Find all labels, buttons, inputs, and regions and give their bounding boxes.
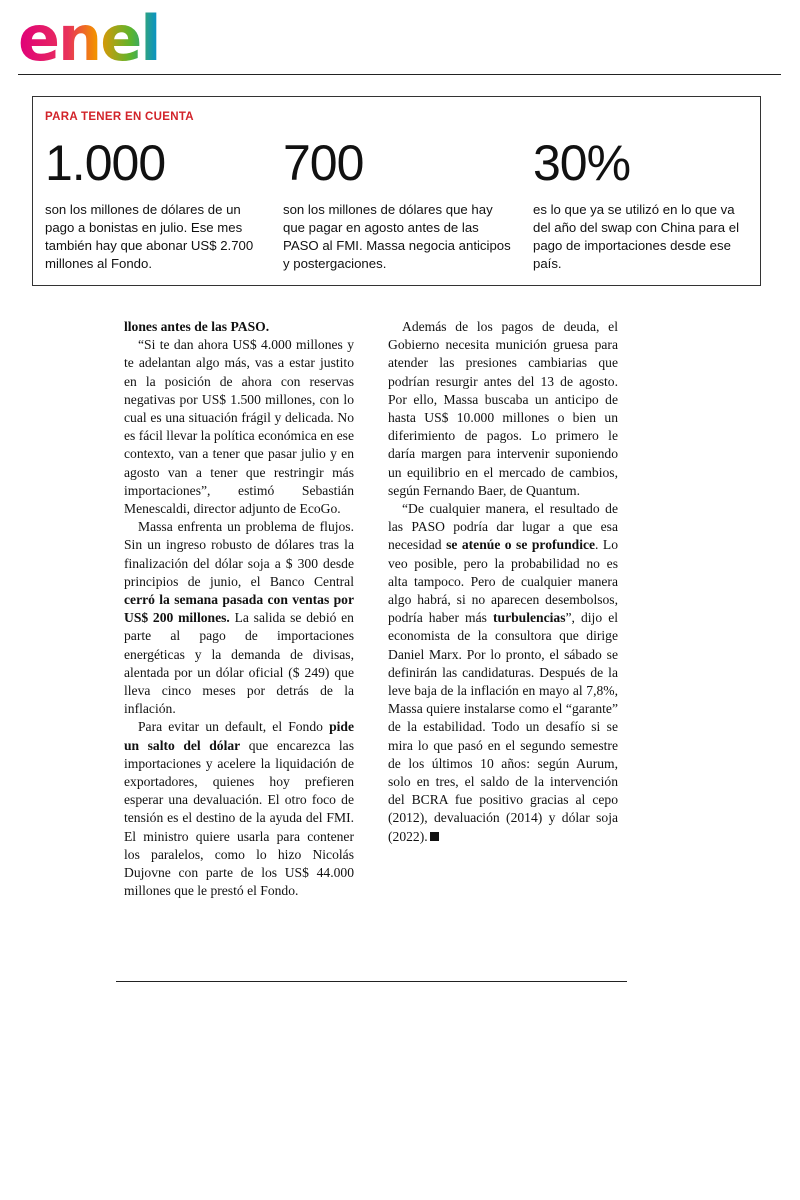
highlight-text: son los millones de dólares que hay que pagar en agosto antes de las PASO al FMI. Massa negocia anticipos y postergaciones. [283, 202, 511, 271]
article-paragraph: “De cualquier manera, el resultado de las PASO podría dar lugar a que esa necesidad se atenúe o se profundice. Lo veo posible, pero la probabilidad no es alta tampoco. Pero de cualquier manera algo habrá, si no aparecen desembolsos, podría haber más turbulencias”, dijo el economista de la consultora que dirige Daniel Marx. Por lo pronto, el sábado se definirán las candidaturas. Después de la leve baja de la inflación en mayo al 7,8%, Massa quiere instalarse como el “garante” de la estabilidad. Todo un desafío si se mira lo que pasó en el segundo semestre de los últimos 10 años: según Aurum, solo en tres, el saldo de la intervención del BCRA fue positivo gracias al cepo (2012), devaluación (2014) y dólar soja (2022). [388, 501, 619, 844]
svg-text:enel: enel [18, 4, 160, 68]
highlight-item [45, 135, 263, 273]
enel-logo [16, 4, 186, 68]
highlight-item [283, 135, 515, 273]
article-paragraph: Massa enfrenta un problema de flujos. Sin un ingreso robusto de dólares tras la finalización del dólar soja a $ 300 desde principios de junio, el Banco Central cerró la semana pasada con ventas por US$ 200 millones. La salida se debió en parte al pago de importaciones energéticas y la demanda de divisas, alentada por un dólar oficial ($ 249) que lleva cinco meses por detrás de la inflación. [124, 519, 354, 717]
article-paragraph: Además de los pagos de deuda, el Gobierno necesita munición gruesa para atender las presiones cambiarias que podrían resurgir antes del 13 de agosto. Por ello, Massa buscaba un anticipo de hasta US$ 10.000 millones o bien un diferimiento de pagos. Lo primero le daría margen para intervenir suponiendo un equilibrio en el mercado de cambios, según Fernando Baer, de Quantum. [388, 319, 618, 498]
header-divider [18, 74, 781, 75]
article-column-left [124, 318, 354, 901]
article-column-right [388, 318, 618, 846]
highlights-box [32, 96, 761, 286]
end-of-article-icon [430, 832, 439, 841]
highlight-value: 700 [283, 135, 364, 191]
article-paragraph: Para evitar un default, el Fondo pide un salto del dólar que encarezca las importaciones y acelere la liquidación de exportadores, quienes hoy prefieren esperar una devaluación. El otro foco de tensión es el destino de la ayuda del FMI. El ministro quiere usarla para contener los paralelos, como lo hizo Nicolás Dujovne con parte de los US$ 44.000 millones que le prestó el Fondo. [124, 719, 355, 899]
highlight-text: son los millones de dólares de un pago a bonistas en julio. Ese mes también hay que abonar US$ 2.700 millones al Fondo. [45, 202, 254, 271]
footer-divider [116, 981, 627, 982]
highlight-value: 30% [533, 135, 631, 191]
article-paragraph: “Si te dan ahora US$ 4.000 millones y te adelantan algo más, vas a estar justito en la posición de ahora con reservas negativas por US$ 1.500 millones, con lo cual es una situación frágil y delicada. No es fácil llevar la política económica en ese contexto, van a tener que pasar julio y en agosto van a tener que restringir más importaciones”, estimó Sebastián Menescaldi, director adjunto de EcoGo. [124, 337, 354, 517]
article-paragraph: llones antes de las PASO. [124, 319, 270, 334]
highlight-text: es lo que ya se utilizó en lo que va del año del swap con China para el pago de importaciones desde ese país. [533, 202, 740, 271]
highlight-value: 1.000 [45, 135, 166, 191]
highlights-label: PARA TENER EN CUENTA [45, 111, 194, 123]
highlight-item [533, 135, 751, 273]
